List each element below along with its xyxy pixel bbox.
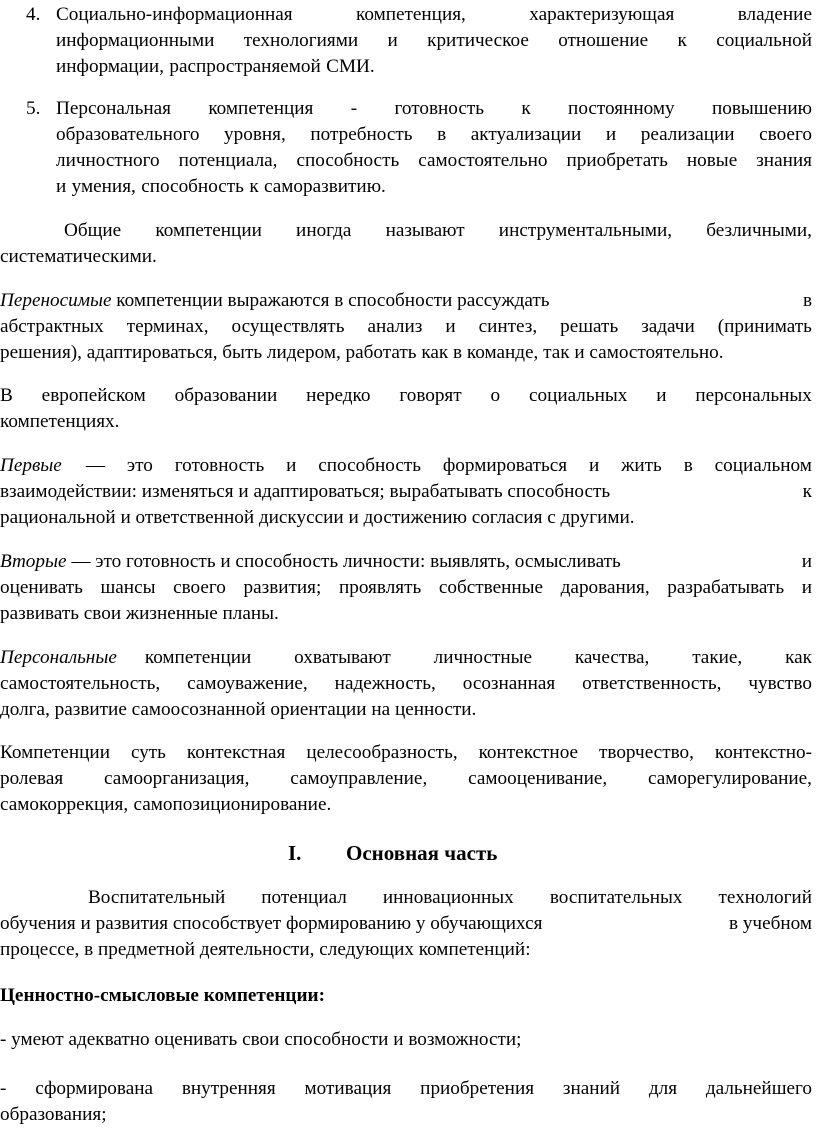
word: образовательного xyxy=(56,124,200,145)
word: формироваться xyxy=(442,455,568,476)
word: контекстная xyxy=(186,742,286,763)
text-fragment: компетенции выражаются в способности рассуждать xyxy=(116,290,550,311)
word: как xyxy=(785,647,812,668)
text-line xyxy=(56,2,812,28)
list-number: 4. xyxy=(26,4,41,25)
word: и xyxy=(801,577,812,598)
word: шансы xyxy=(100,577,156,598)
text-line: долга, развитие самоосознанной ориентации на ценности. xyxy=(0,699,477,720)
word: повышению xyxy=(711,98,812,119)
word: социальном xyxy=(714,455,812,476)
word: терминах, xyxy=(126,316,209,337)
word: осуществлять xyxy=(231,316,345,337)
text-line xyxy=(0,1076,812,1102)
paragraph-first xyxy=(0,453,812,531)
text-fragment: в xyxy=(802,290,812,311)
word: компетенциях. xyxy=(0,411,120,432)
text-fragment: обучения и развития способствует формированию у обучающихся xyxy=(0,913,543,934)
section-heading xyxy=(0,840,816,870)
text-line: образования; xyxy=(0,1104,107,1125)
text-line xyxy=(0,549,812,575)
text-line xyxy=(0,792,812,818)
word: европейском xyxy=(41,385,146,406)
word: персональных xyxy=(695,385,812,406)
paragraph-transferable xyxy=(0,288,812,366)
word: целесообразность, xyxy=(306,742,458,763)
word: технологий xyxy=(718,887,812,908)
word: самооценивание, xyxy=(468,768,608,789)
word: чувство xyxy=(748,673,812,694)
word: (принимать xyxy=(717,316,812,337)
list-number: 5. xyxy=(26,98,41,119)
bullet-item xyxy=(0,1076,812,1128)
text-line xyxy=(0,766,812,792)
text-line: процессе, в предметной деятельности, следующих компетенций: xyxy=(0,939,531,960)
paragraph-personal xyxy=(0,645,812,723)
word: актуализации xyxy=(470,124,582,145)
text-fragment xyxy=(62,453,812,479)
word: и xyxy=(656,385,667,406)
word: абстрактных xyxy=(0,316,104,337)
text-line xyxy=(0,453,812,479)
text-line xyxy=(0,288,812,314)
word: инновационных xyxy=(382,887,514,908)
text-fragment: — это готовность и способность личности: выявлять, осмысливать xyxy=(71,551,621,572)
word: саморазвитию. xyxy=(264,176,386,197)
word: саморегулирование, xyxy=(648,768,812,789)
italic-term: Персональные xyxy=(0,647,117,668)
word: ролевая xyxy=(0,768,64,789)
text-fragment: и xyxy=(801,551,812,572)
word: задачи xyxy=(641,316,695,337)
italic-term: Первые xyxy=(0,455,62,476)
word: СМИ. xyxy=(326,56,375,77)
text-line xyxy=(0,885,812,911)
paragraph-potential xyxy=(0,885,812,963)
text-line: решения), адаптироваться, быть лидером, работать как в команде, так и самостоятельно. xyxy=(0,342,724,363)
word: потенциал xyxy=(261,887,347,908)
subheading-block xyxy=(0,983,812,1009)
word: потенциала, xyxy=(178,150,278,171)
word: критическое xyxy=(427,30,529,51)
word: такие, xyxy=(692,647,743,668)
text-line xyxy=(0,671,812,697)
word: оценивать xyxy=(0,577,83,598)
word: собственные xyxy=(438,577,544,598)
word: способность xyxy=(296,150,400,171)
word: знания xyxy=(756,150,812,171)
word: и xyxy=(387,30,398,51)
word: анализ xyxy=(367,316,423,337)
word: компетенция xyxy=(208,98,314,119)
word: систематическими. xyxy=(0,246,157,267)
bullet-item xyxy=(0,1027,812,1053)
word: В xyxy=(0,385,13,406)
word: к xyxy=(677,30,687,51)
text-line xyxy=(0,575,812,601)
word: ответственность, xyxy=(582,673,722,694)
word: новые xyxy=(686,150,738,171)
word: компетенции xyxy=(155,220,262,241)
word: безличными, xyxy=(706,220,812,241)
word: самоорганизация, xyxy=(104,768,250,789)
word: и xyxy=(588,455,600,476)
word: компетенции xyxy=(144,647,252,668)
word: разрабатывать xyxy=(667,577,785,598)
word: приобретать xyxy=(566,150,668,171)
word: готовность xyxy=(394,98,484,119)
word: своего xyxy=(759,124,812,145)
word: проявлять xyxy=(338,577,422,598)
word: внутренняя xyxy=(181,1078,276,1099)
word: самостоятельность, xyxy=(0,673,161,694)
word: постоянному xyxy=(568,98,675,119)
word: компетенция, xyxy=(356,4,466,25)
word: о xyxy=(490,385,501,406)
word: личностного xyxy=(56,150,160,171)
word: говорят xyxy=(399,385,462,406)
list-item-4 xyxy=(0,2,812,80)
word: качества, xyxy=(574,647,650,668)
paragraph-context xyxy=(0,740,812,818)
paragraph-europe xyxy=(0,383,812,435)
word: к xyxy=(249,176,259,197)
word: способность xyxy=(318,455,421,476)
word: осознанная xyxy=(462,673,556,694)
word: к xyxy=(521,98,531,119)
text-line xyxy=(0,911,812,937)
word: Воспитательный xyxy=(88,887,226,908)
text-line xyxy=(0,740,812,766)
word: реализации xyxy=(640,124,735,145)
text-fragment: к xyxy=(802,481,812,502)
word: своего xyxy=(173,577,226,598)
text-line: - умеют адекватно оценивать свои способности и возможности; xyxy=(0,1029,522,1050)
word: - xyxy=(350,98,358,119)
word: жить xyxy=(621,455,662,476)
list-item-5 xyxy=(0,96,812,200)
text-line xyxy=(56,122,812,148)
word: самостоятельно xyxy=(418,150,548,171)
italic-term: Переносимые xyxy=(0,290,112,311)
word: характеризующая xyxy=(529,4,675,25)
word: и xyxy=(445,316,456,337)
text-line xyxy=(56,174,812,200)
word: надежность, xyxy=(334,673,436,694)
word: контекстное xyxy=(478,742,579,763)
paragraph-general xyxy=(0,218,812,270)
word: развития; xyxy=(243,577,322,598)
word: сформирована xyxy=(35,1078,154,1099)
word: воспитательных xyxy=(549,887,683,908)
word: творчество, xyxy=(599,742,694,763)
word: дальнейшего xyxy=(705,1078,812,1099)
text-line xyxy=(56,28,812,54)
text-line xyxy=(56,54,812,80)
word: и xyxy=(605,124,617,145)
text-line: рациональной и ответственной дискуссии и достижению согласия с другими. xyxy=(0,507,635,528)
word: умения, xyxy=(71,176,136,197)
text-line xyxy=(56,148,812,174)
word: в xyxy=(437,124,447,145)
text-line xyxy=(0,314,812,340)
word: называют xyxy=(385,220,465,241)
word: иногда xyxy=(296,220,352,241)
word: охватывают xyxy=(294,647,391,668)
word: знаний xyxy=(562,1078,621,1099)
word: и xyxy=(56,176,67,197)
word: в xyxy=(683,455,693,476)
word: социальных xyxy=(528,385,628,406)
word: для xyxy=(648,1078,678,1099)
word: образовании xyxy=(174,385,278,406)
section-title: Основная часть xyxy=(346,841,498,865)
word: социальной xyxy=(716,30,812,51)
word: самоуважение, xyxy=(187,673,308,694)
word: это xyxy=(126,455,153,476)
word: личностные xyxy=(433,647,533,668)
text-fragment xyxy=(117,645,812,671)
text-line xyxy=(0,218,812,244)
word: готовность xyxy=(174,455,265,476)
word: — xyxy=(85,455,105,476)
word: уровня, xyxy=(224,124,286,145)
text-line xyxy=(56,96,812,122)
text-line: развивать свои жизненные планы. xyxy=(0,603,279,624)
word: информации, xyxy=(56,56,164,77)
italic-term: Вторые xyxy=(0,551,67,572)
word: приобретения xyxy=(420,1078,535,1099)
word: инструментальными, xyxy=(498,220,673,241)
text-line xyxy=(0,409,812,435)
word: суть xyxy=(130,742,166,763)
word: потребность xyxy=(310,124,413,145)
word: решать xyxy=(560,316,619,337)
word: владение xyxy=(737,4,812,25)
text-line xyxy=(0,244,812,270)
word: распространяемой xyxy=(169,56,321,77)
text-fragment: в учебном xyxy=(728,913,812,934)
word: Персональная xyxy=(56,98,171,119)
word: Общие xyxy=(64,220,122,241)
text-line xyxy=(0,383,812,409)
paragraph-second xyxy=(0,549,812,627)
text-line xyxy=(0,645,812,671)
word: и xyxy=(286,455,297,476)
word: самопозиционирование. xyxy=(133,794,332,815)
word: синтез, xyxy=(478,316,538,337)
word: - xyxy=(0,1078,7,1099)
word: контекстно- xyxy=(714,742,812,763)
section-number: I. xyxy=(288,841,302,865)
word: отношение xyxy=(558,30,649,51)
word: самокоррекция, xyxy=(0,794,129,815)
word: нередко xyxy=(306,385,371,406)
word: самоуправление, xyxy=(290,768,428,789)
word: технологиями xyxy=(243,30,359,51)
word: дарования, xyxy=(560,577,650,598)
word: информационными xyxy=(56,30,215,51)
word: мотивация xyxy=(304,1078,392,1099)
word: Компетенции xyxy=(0,742,110,763)
subheading: Ценностно-смысловые компетенции: xyxy=(0,985,325,1006)
text-fragment: взаимодействии: изменяться и адаптироваться; вырабатывать способность xyxy=(0,481,611,502)
text-line xyxy=(0,479,812,505)
word: способность xyxy=(141,176,244,197)
word: Социально-информационная xyxy=(56,4,293,25)
